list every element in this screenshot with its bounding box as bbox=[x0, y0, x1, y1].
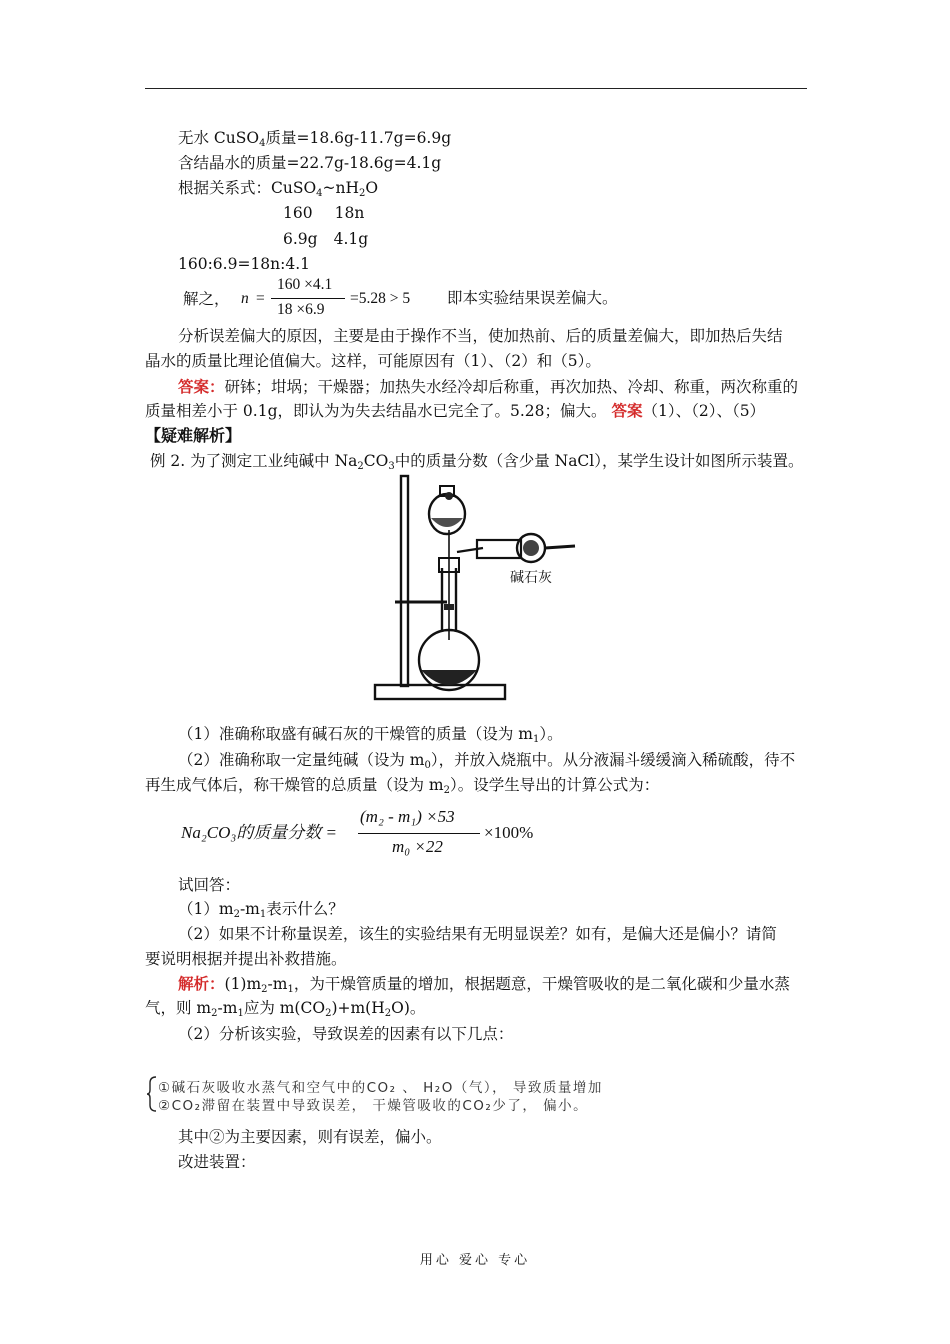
fraction-mass-numerator: (m₂ - m₁) ×53 bbox=[360, 807, 455, 826]
side-tube bbox=[457, 548, 483, 552]
var-n: n bbox=[241, 290, 249, 307]
result-conclusion: 即本实验结果误差偏大。 bbox=[447, 289, 618, 307]
analysis-part2: （2）分析该实验，导致误差的因素有以下几点： bbox=[178, 1025, 514, 1043]
example-2-statement: 例 2. 为了测定工业纯碱中 $Na_2CO_3$中的质量分数（含少量 NaCl），某学生设计如图所示装置。 bbox=[150, 452, 804, 472]
funnel-knob bbox=[445, 492, 453, 500]
page-footer: 用心 爱心 专心 bbox=[419, 1253, 531, 1268]
answer-line2: 质量相差小于 0.1g，即认为为失去结晶水已完全了。5.28；偏大。 答案（1）、（2）、（5） bbox=[145, 401, 766, 420]
fraction-mass-bar bbox=[358, 833, 480, 834]
line-masses: 6.9g 4.1g bbox=[283, 230, 369, 248]
solve-label: 解之， bbox=[183, 290, 230, 308]
stand-rod bbox=[401, 476, 408, 686]
soda-lime-granules bbox=[523, 540, 539, 556]
fraction-n-numerator: 160 ×4.1 bbox=[277, 276, 333, 293]
question-2-line2: 要说明根据并提出补救措施。 bbox=[145, 950, 347, 968]
answer-line1: 答案：研钵；坩埚；干燥器；加热失水经冷却后称重，再次加热、冷却、称重，两次称重的 bbox=[178, 377, 799, 396]
question-prompt: 试回答： bbox=[178, 876, 241, 894]
analysis-line1: 解析：$(1)m_2-m_1$，为干燥管质量的增加，根据题意，干燥管吸收的是二氧化碳和少量水蒸 bbox=[178, 974, 790, 995]
equals-sign: = bbox=[256, 290, 265, 307]
line-relation: 根据关系式：$CuSO_4\sim nH_2O$ bbox=[178, 179, 379, 199]
header-rule bbox=[145, 88, 807, 89]
formula-percent: ×100% bbox=[484, 823, 534, 842]
formula-lhs: Na₂CO₃的质量分数 = bbox=[181, 823, 337, 842]
fraction-n-bar bbox=[271, 298, 345, 299]
conclusion-line: 其中②为主要因素，则有误差，偏小。 bbox=[178, 1128, 442, 1146]
question-1: $(1)m_2-m_1$表示什么？ bbox=[178, 900, 344, 920]
section-heading: 【疑难解析】 bbox=[145, 426, 242, 445]
analysis-line2: 气，则 $m_2-m_1$应为 $m(CO_2)+m(H_2O)$。 bbox=[145, 999, 426, 1019]
clamp-jaw bbox=[444, 604, 454, 610]
drying-tube bbox=[477, 540, 521, 558]
error-factor-2: ②CO₂滞留在装置中导致误差， 干燥管吸收的CO₂少了， 偏小。 bbox=[158, 1098, 589, 1114]
outlet-tube bbox=[545, 546, 575, 548]
answer-label-2: 答案 bbox=[611, 401, 643, 420]
apparatus-figure bbox=[365, 470, 585, 710]
fraction-n-denominator: 18 ×6.9 bbox=[277, 301, 325, 318]
fraction-mass-denominator: m₀ ×22 bbox=[392, 837, 443, 856]
analysis-label: 解析： bbox=[178, 974, 225, 993]
error-factor-1: ①碱石灰吸收水蒸气和空气中的CO₂ 、 H₂O（气）， 导致质量增加 bbox=[158, 1080, 603, 1096]
question-2-line1: （2）如果不计称量误差，该生的实验结果有无明显误差？如有，是偏大还是偏小？请简 bbox=[178, 925, 777, 943]
line-proportion: 160:6.9=18n:4.1 bbox=[178, 255, 311, 273]
figure-label-soda-lime: 碱石灰 bbox=[510, 570, 552, 586]
step-1: （1）准确称取盛有碱石灰的干燥管的质量（设为 $m_1$）。 bbox=[178, 725, 563, 745]
line-molar-masses: 160 18n bbox=[283, 204, 365, 222]
line-water-mass: 含结晶水的质量=22.7g-18.6g=4.1g bbox=[178, 154, 442, 172]
stand-base bbox=[375, 685, 505, 699]
line-anhydrous-mass: 无水 CuSO$_4$质量=18.6g-11.7g=6.9g bbox=[178, 129, 452, 149]
step-2-line1: （2）准确称取一定量纯碱（设为 $m_0$），并放入烧瓶中。从分液漏斗缓缓滴入稀硫酸，待不 bbox=[178, 751, 796, 771]
step-2-line2: 再生成气体后，称干燥管的总质量（设为 $m_2$）。设学生导出的计算公式为： bbox=[145, 776, 660, 796]
result-value: =5.28 > 5 bbox=[350, 290, 411, 307]
brace-icon bbox=[146, 1076, 158, 1112]
improvement-heading: 改进装置： bbox=[178, 1153, 256, 1171]
funnel-bulb bbox=[429, 494, 465, 534]
analysis-paragraph-line1: 分析误差偏大的原因，主要是由于操作不当，使加热前、后的质量差偏大，即加热后失结 bbox=[178, 327, 783, 345]
analysis-paragraph-line2: 晶水的质量比理论值偏大。这样，可能原因有（1）、（2）和（5）。 bbox=[145, 352, 601, 370]
answer-label: 答案： bbox=[178, 377, 225, 396]
funnel-liquid bbox=[431, 518, 463, 527]
